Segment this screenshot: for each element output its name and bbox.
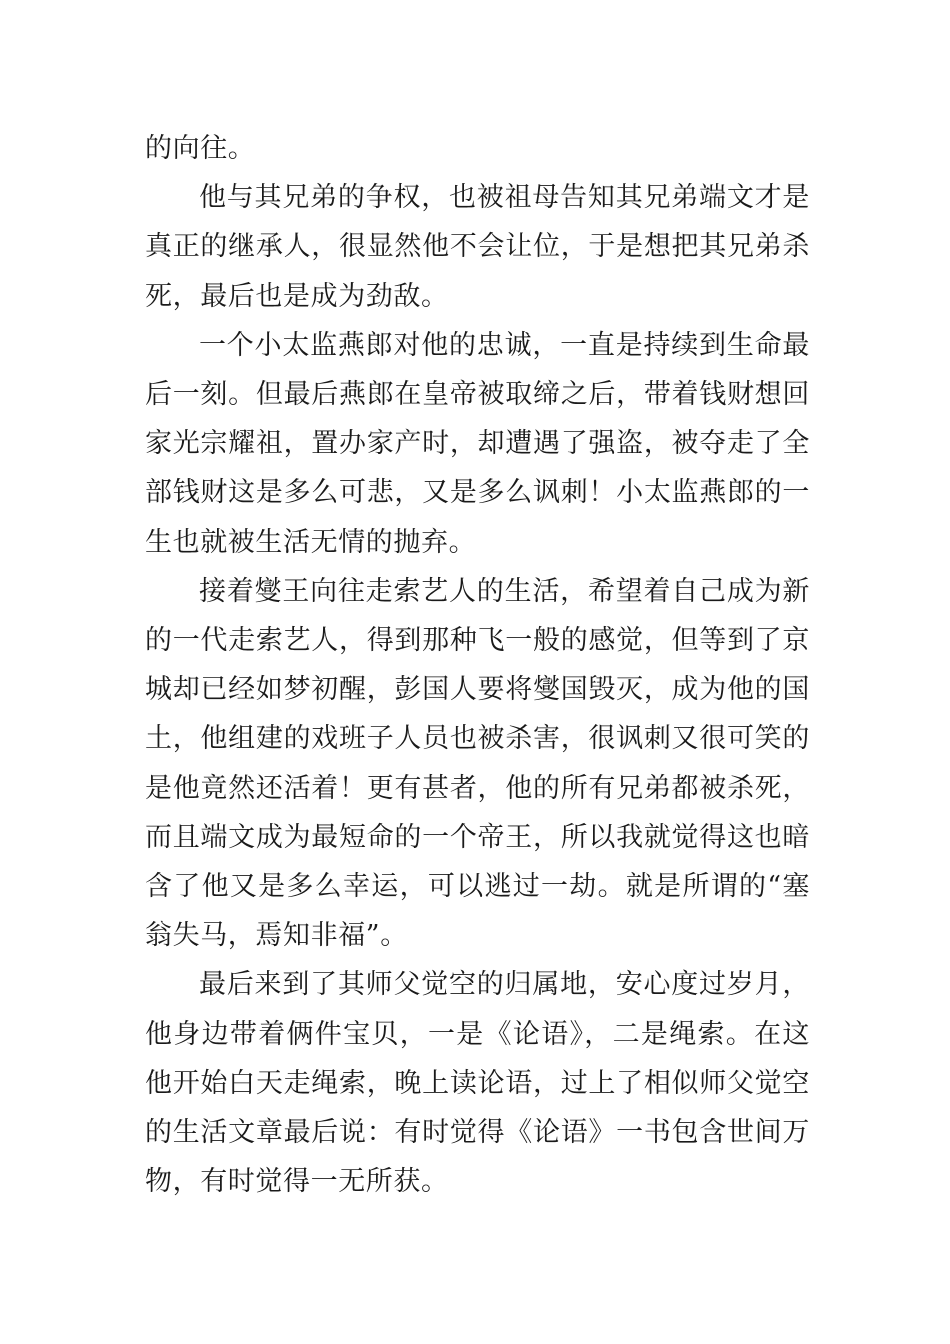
paragraph-continuation: 的向往。 bbox=[145, 133, 256, 164]
paragraph-power-struggle: 他与其兄弟的争权，也被祖母告知其兄弟端文才是真正的继承人，很显然他不会让位，于是想把其兄弟杀死，最后也是成为劲敌。 bbox=[145, 182, 810, 312]
paragraph-eunuch-yanlang: 一个小太监燕郎对他的忠诚，一直是持续到生命最后一刻。但最后燕郎在皇帝被取缔之后，带着钱财想回家光宗耀祖，置办家产时，却遭遇了强盗，被夺走了全部钱财这是多么可悲，又是多么讽刺！小太监燕郎的一生也就被生活无情的抛弃。 bbox=[145, 329, 810, 558]
paragraph-final-chapter: 最后来到了其师父觉空的归属地，安心度过岁月，他身边带着俩件宝贝，一是《论语》，二是绳索。在这他开始白天走绳索，晚上读论语，过上了相似师父觉空的生活文章最后说：有时觉得《论语》一书包含世间万物，有时觉得一无所获。 bbox=[145, 969, 810, 1198]
body-text bbox=[145, 124, 810, 1206]
paragraph-tightrope-life: 接着燮王向往走索艺人的生活，希望着自己成为新的一代走索艺人，得到那种飞一般的感觉，但等到了京城却已经如梦初醒，彭国人要将燮国毁灭，成为他的国土，他组建的戏班子人员也被杀害，很讽刺又很可笑的是他竟然还活着！更有甚者，他的所有兄弟都被杀死，而且端文成为最短命的一个帝王，所以我就觉得这也暗含了他又是多么幸运，可以逃过一劫。就是所谓的“塞翁失马，焉知非福”。 bbox=[145, 575, 810, 952]
